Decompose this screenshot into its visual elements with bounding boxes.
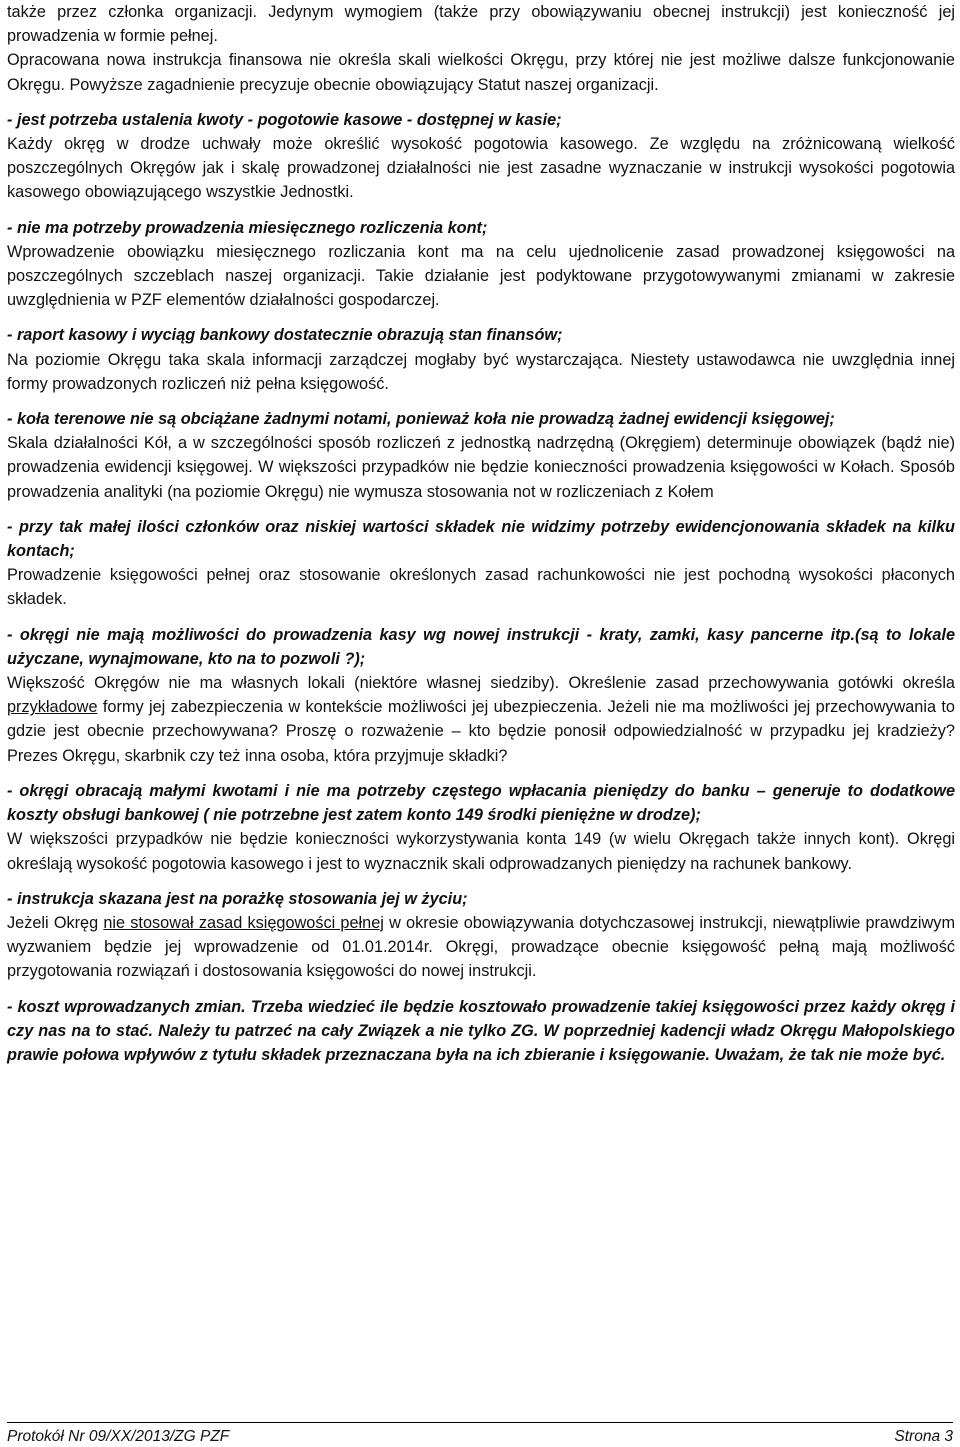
section-body: Skala działalności Kół, a w szczególności sposób rozliczeń z jednostką nadrzędną (Okręgiem) determinuje obowiązek (bądź nie) prowadzenia ewidencji księgowej. W większości przypadków nie będzie konieczności prowadzenia księgowości w Kołach. Sposób prowadzenia analityki (na poziomie Okręgu) nie wymusza stosowania not w rozliczeniach z Kołem xyxy=(7,434,955,501)
section-body xyxy=(7,911,955,984)
body-text: Większość Okręgów nie ma własnych lokali (niektóre własnej siedziby). Określenie zasad przechowywania gotówki określa xyxy=(7,674,955,693)
section-heading: - nie ma potrzeby prowadzenia miesięcznego rozliczenia kont; xyxy=(7,218,488,237)
section-bank-deposits xyxy=(7,779,955,876)
section-cash-storage xyxy=(7,623,955,768)
underlined-text: przykładowe xyxy=(7,698,98,717)
section-monthly-settlement xyxy=(7,216,955,313)
section-heading: - raport kasowy i wyciąg bankowy dostatecznie obrazują stan finansów; xyxy=(7,326,563,345)
section-heading: - przy tak małej ilości członków oraz niskiej wartości składek nie widzimy potrzeby ewidencjonowania składek na kilku kontach; xyxy=(7,517,955,561)
section-instruction-failure xyxy=(7,887,955,984)
section-body xyxy=(7,671,955,768)
section-heading: - koszt wprowadzanych zmian. Trzeba wiedzieć ile będzie kosztowało prowadzenie takiej księgowości przez każdy okręg i czy nas na to stać. Należy tu patrzeć na cały Związek a nie tylko ZG. W poprzedniej kadencji władz Okręgu Małopolskiego prawie połowa wpływów z tytułu składek przeznaczana była na ich zbieranie i księgowanie. Uważam, że tak nie może być. xyxy=(7,997,955,1064)
body-text: formy jej zabezpieczenia w kontekście możliwości jej ubezpieczenia. Jeżeli nie ma możliwości jej przechowywania to gdzie jest obecnie przechowywana? Proszę o rozważenie – kto będzie ponosił odpowiedzialność w przypadku jej kradzieży? Prezes Okręgu, skarbnik czy też inna osoba, która przyjmuje składki? xyxy=(7,698,955,765)
section-body: Prowadzenie księgowości pełnej oraz stosowanie określonych zasad rachunkowości nie jest pochodną wysokości płaconych składek. xyxy=(7,566,955,609)
page-footer xyxy=(7,1422,953,1445)
section-local-circles xyxy=(7,407,955,504)
document-page xyxy=(7,0,955,1067)
footer-page-number: Strona 3 xyxy=(894,1428,953,1445)
underlined-text: nie stosował zasad księgowości pełnej xyxy=(103,913,384,932)
section-body: W większości przypadków nie będzie konieczności wykorzystywania konta 149 (w wielu Okręgach także innych kont). Okręgi określają wysokość pogotowia kasowego i jest to wyznacznik skali odprowadzanych pieniędzy na rachunek bankowy. xyxy=(7,830,955,873)
section-heading: - okręgi nie mają możliwości do prowadzenia kasy wg nowej instrukcji - kraty, zamki, kasy pancerne itp.(są to lokale użyczane, wynajmowane, kto na to pozwoli ?); xyxy=(7,625,955,668)
section-heading: - okręgi obracają małymi kwotami i nie ma potrzeby częstego wpłacania pieniędzy do banku – generuje to dodatkowe koszty obsługi bankowej ( nie potrzebne jest zatem konto 149 środki pieniężne w drodze); xyxy=(7,781,955,825)
section-cash-report xyxy=(7,323,955,396)
section-heading: - jest potrzeba ustalenia kwoty - pogotowie kasowe - dostępnej w kasie; xyxy=(7,110,562,129)
intro-paragraph-1: także przez członka organizacji. Jedynym wymogiem (także przy obowiązywaniu obecnej instrukcji) jest konieczność jej prowadzenia w formie pełnej. xyxy=(7,3,955,46)
section-member-fees xyxy=(7,515,955,612)
body-text: w okresie obowiązywania dotychczasowej instrukcji, niewątpliwie prawdziwym wyzwaniem będzie jej wprowadzenie od 01.01.2014r. Okręgi, prowadzące obecnie księgowość pełną mają możliwość przygotowania rozwiązań i dostosowania księgowości do nowej instrukcji. xyxy=(7,913,956,981)
section-heading: - koła terenowe nie są obciążane żadnymi notami, ponieważ koła nie prowadzą żadnej ewidencji księgowej; xyxy=(7,410,835,429)
section-body: Wprowadzenie obowiązku miesięcznego rozliczania kont ma na celu ujednolicenie zasad prowadzonej księgowości na poszczególnych szczeblach naszej organizacji. Takie działanie jest podyktowane przygotowywanymi zmianami w zakresie uwzględnienia w PZF elementów działalności gospodarczej. xyxy=(7,242,955,310)
section-cost-of-changes xyxy=(7,995,955,1068)
section-body: Na poziomie Okręgu taka skala informacji zarządczej mogłaby być wystarczająca. Niestety ustawodawca nie uwzględnia innej formy prowadzonych rozliczeń niż pełna księgowość. xyxy=(7,350,955,393)
body-text: Jeżeli Okręg xyxy=(7,913,104,932)
section-heading: - instrukcja skazana jest na porażkę stosowania jej w życiu; xyxy=(7,889,468,908)
section-cash-reserve xyxy=(7,108,955,205)
section-body: Każdy okręg w drodze uchwały może określić wysokość pogotowia kasowego. Ze względu na zróżnicowaną wielkość poszczególnych Okręgów jak i skalę prowadzonej działalności nie jest zasadne wyznaczanie w instrukcji wysokości pogotowia kasowego obowiązującego wszystkie Jednostki. xyxy=(7,135,955,202)
intro-paragraph-2: Opracowana nowa instrukcja finansowa nie określa skali wielkości Okręgu, przy której nie jest możliwe dalsze funkcjonowanie Okręgu. Powyższe zagadnienie precyzuje obecnie obowiązujący Statut naszej organizacji. xyxy=(7,51,955,94)
footer-protocol-number: Protokół Nr 09/XX/2013/ZG PZF xyxy=(7,1428,230,1445)
